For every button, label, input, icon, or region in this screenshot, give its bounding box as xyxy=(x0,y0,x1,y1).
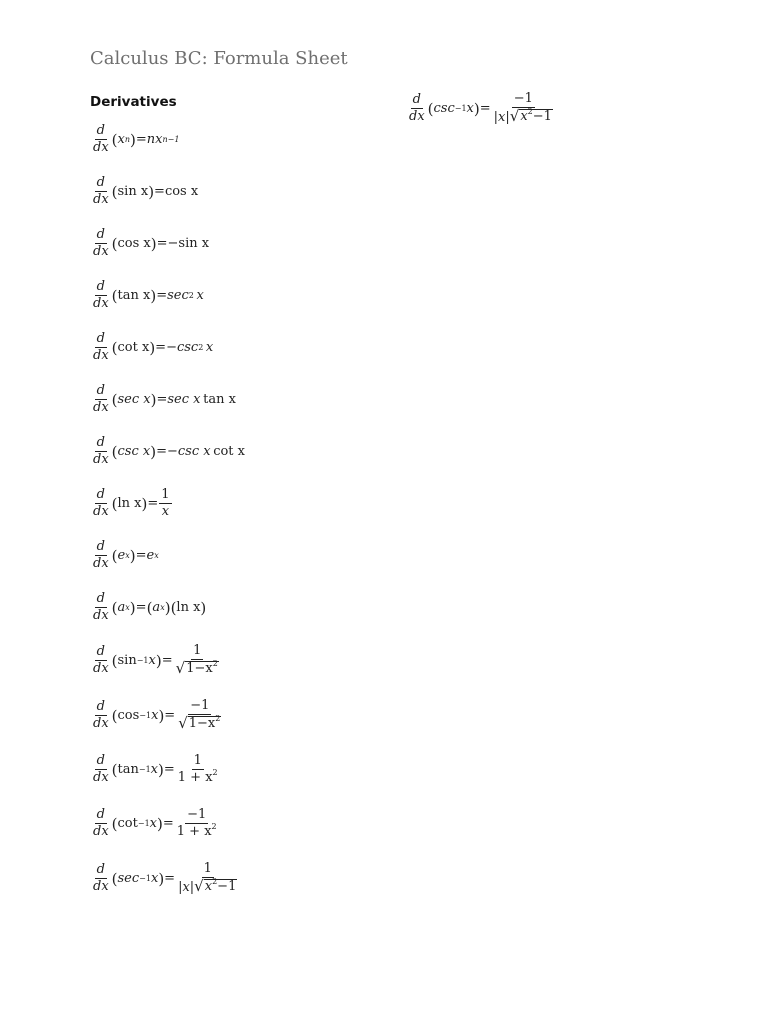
formula-derivative-arctan: $\frac{d}{dx}$ ( tan −1 x ) = $\frac{1}{1 + x^2}$ xyxy=(93,753,218,785)
formula-derivative-arcsec: $\frac{d}{dx}$ ( sec −1 x ) = 1 |x| √ $x^2-1$ xyxy=(93,861,237,895)
formula-power-rule: $\frac{d}{dx}$ ( x n ) = nx n−1 xyxy=(93,123,180,155)
formula-derivative-ln: $\frac{d}{dx}$ ( ln x ) = $\frac{1}{x}$ xyxy=(93,487,170,519)
formula-derivative-arccos: $\frac{d}{dx}$ ( cos −1 x ) = −1 √ $1-x^2$ xyxy=(93,698,221,732)
formula-derivative-sin: $\frac{d}{dx}$ ( sin x ) = cos x xyxy=(93,175,199,207)
formula-derivative-sec: $\frac{d}{dx}$ ( sec x ) = sec x tan x xyxy=(93,383,236,415)
formula-derivative-arccsc: $\frac{d}{dx}$ ( csc −1 x ) = −1 |x| √ $x^2-1$ xyxy=(409,91,552,125)
section-heading-derivatives: Derivatives xyxy=(90,94,177,110)
formula-derivative-csc: $\frac{d}{dx}$ ( csc x ) = −csc x cot x xyxy=(93,435,245,467)
formula-derivative-arcsin: $\frac{d}{dx}$ ( sin −1 x ) = 1 √ $1-x^2$ xyxy=(93,643,218,677)
formula-derivative-ax: $\frac{d}{dx}$ ( a x ) = ( a x ) ( ln x ) xyxy=(93,591,207,623)
page-title: Calculus BC: Formula Sheet xyxy=(90,48,348,69)
formula-derivative-tan: $\frac{d}{dx}$ ( tan x ) = sec 2 x xyxy=(93,279,204,311)
formula-derivative-cot: $\frac{d}{dx}$ ( cot x ) = −csc 2 x xyxy=(93,331,214,363)
formula-derivative-cos: $\frac{d}{dx}$ ( cos x ) = −sin x xyxy=(93,227,210,259)
formula-derivative-arccot: $\frac{d}{dx}$ ( cot −1 x ) = $\frac{-1}{1 + x^2}$ xyxy=(93,807,217,839)
formula-derivative-exp: $\frac{d}{dx}$ ( e x ) = e x xyxy=(93,539,159,571)
